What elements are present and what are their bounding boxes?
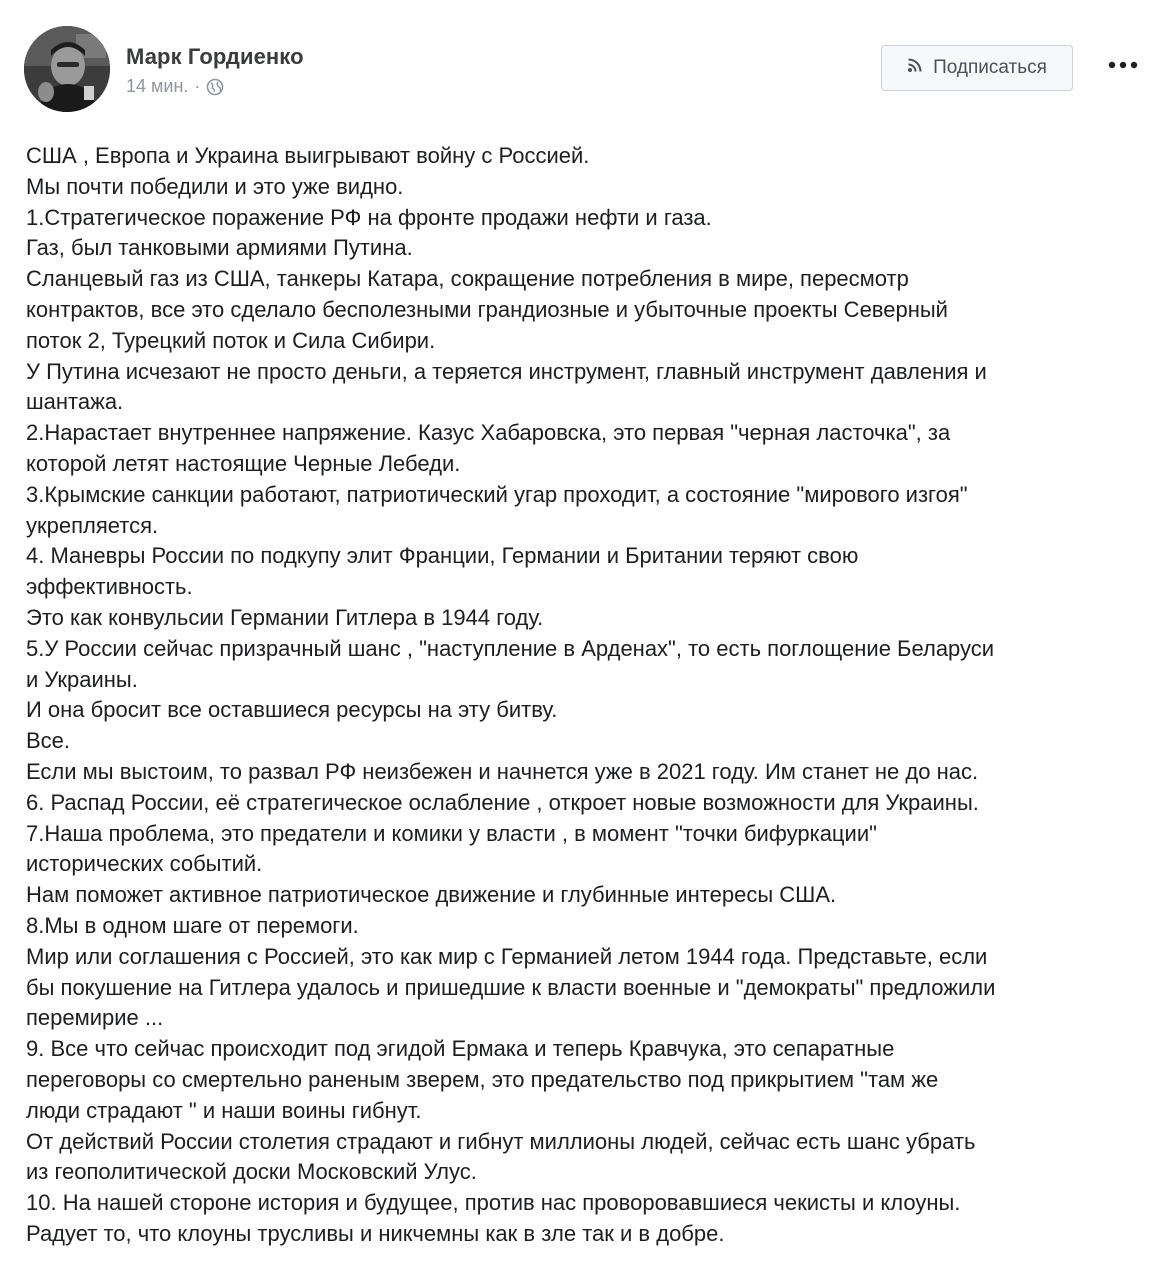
post-text-line: От действий России столетия страдают и гибнут миллионы людей, сейчас есть шанс убрать bbox=[26, 1128, 976, 1154]
subscribe-label: Подписаться bbox=[933, 57, 1047, 78]
post-text-line: исторических событий. bbox=[26, 851, 263, 877]
post-text-line: Если мы выстоим, то развал РФ неизбежен и начнется уже в 2021 году. Им станет не до нас. bbox=[26, 758, 979, 784]
more-options-button[interactable] bbox=[1106, 50, 1140, 80]
more-dots-icon bbox=[1108, 56, 1138, 74]
post-text-line: Мир или соглашения с Россией, это как мир с Германией летом 1944 года. Представьте, если bbox=[26, 943, 988, 969]
post-text-line: 8.Мы в одном шаге от перемоги. bbox=[26, 912, 359, 938]
post-text-line: 7.Наша проблема, это предатели и комики у власти , в момент "точки бифуркации" bbox=[26, 820, 877, 846]
post-text-line: люди страдают " и наши воины гибнут. bbox=[26, 1097, 422, 1123]
post-text-line: 1.Стратегическое поражение РФ на фронте продажи нефти и газа. bbox=[26, 204, 712, 230]
post-text-line: И она бросит все оставшиеся ресурсы на эту битву. bbox=[26, 697, 558, 723]
post-text-line: США , Европа и Украина выигрывают войну с Россией. bbox=[26, 143, 590, 168]
author-name[interactable]: Марк Гордиенко bbox=[126, 44, 304, 69]
post-text-line: поток 2, Турецкий поток и Сила Сибири. bbox=[26, 327, 436, 353]
post-text-line: Сланцевый газ из США, танкеры Катара, сокращение потребления в мире, пересмотр bbox=[26, 266, 909, 292]
post-text-line: 9. Все что сейчас происходит под эгидой Ермака и теперь Кравчука, это сепаратные bbox=[26, 1036, 895, 1062]
post-text-line: перемирие ... bbox=[26, 1005, 164, 1031]
post-text-line: эффективность. bbox=[26, 574, 193, 600]
post-text-line: шантажа. bbox=[26, 389, 124, 415]
rss-icon bbox=[907, 57, 923, 79]
post-text-line: Это как конвульсии Германии Гитлера в 1944 году. bbox=[26, 604, 544, 630]
post-text bbox=[26, 141, 1146, 1250]
post-text-line: контрактов, все это сделало бесполезными грандиозные и убыточные проекты Северный bbox=[26, 296, 948, 322]
post-text-line: 5.У России сейчас призрачный шанс , "наступление в Арденах", то есть поглощение Беларуси bbox=[26, 635, 995, 661]
post-text-line: Нам поможет активное патриотическое движение и глубинные интересы США. bbox=[26, 882, 837, 908]
avatar[interactable] bbox=[24, 26, 110, 112]
post-meta bbox=[126, 76, 224, 97]
profile-photo bbox=[24, 26, 110, 112]
post-text-line: Все. bbox=[26, 728, 71, 754]
post-text-line: 3.Крымские санкции работают, патриотический угар проходит, а состояние "мирового изгоя" bbox=[26, 481, 968, 507]
globe-icon bbox=[206, 78, 224, 96]
post-text-line: и Украины. bbox=[26, 666, 138, 692]
post-text-line: переговоры со смертельно раненым зверем, это предательство под прикрытием "там же bbox=[26, 1066, 939, 1092]
post-text-line: Радует то, что клоуны трусливы и никчемны как в зле так и в добре. bbox=[26, 1220, 725, 1246]
meta-separator: · bbox=[194, 76, 201, 96]
post-text-line: из геополитической доски Московский Улус. bbox=[26, 1159, 477, 1185]
post-text-line: бы покушение на Гитлера удалось и пришедшие к власти военные и "демократы" предложили bbox=[26, 974, 996, 1000]
post-text-line: 6. Распад России, её стратегическое ослабление , откроет новые возможности для Украины. bbox=[26, 789, 979, 815]
post-text-line: 2.Нарастает внутреннее напряжение. Казус Хабаровска, это первая "черная ласточка", за bbox=[26, 420, 951, 446]
post-text-line: Мы почти победили и это уже видно. bbox=[26, 173, 404, 199]
post-text-line: 10. На нашей стороне история и будущее, против нас проворовавшиеся чекисты и клоуны. bbox=[26, 1190, 961, 1216]
post-text-line: Газ, был танковыми армиями Путина. bbox=[26, 235, 413, 261]
post-text-line: укрепляется. bbox=[26, 512, 159, 538]
post-text-line: У Путина исчезают не просто деньги, а теряется инструмент, главный инструмент давления и bbox=[26, 358, 987, 384]
subscribe-button[interactable] bbox=[881, 45, 1073, 91]
post-text-line: 4. Маневры России по подкупу элит Франции, Германии и Британии теряют свою bbox=[26, 543, 859, 569]
post-text-line: которой летят настоящие Черные Лебеди. bbox=[26, 450, 461, 476]
timestamp[interactable]: 14 мин. bbox=[126, 76, 189, 96]
